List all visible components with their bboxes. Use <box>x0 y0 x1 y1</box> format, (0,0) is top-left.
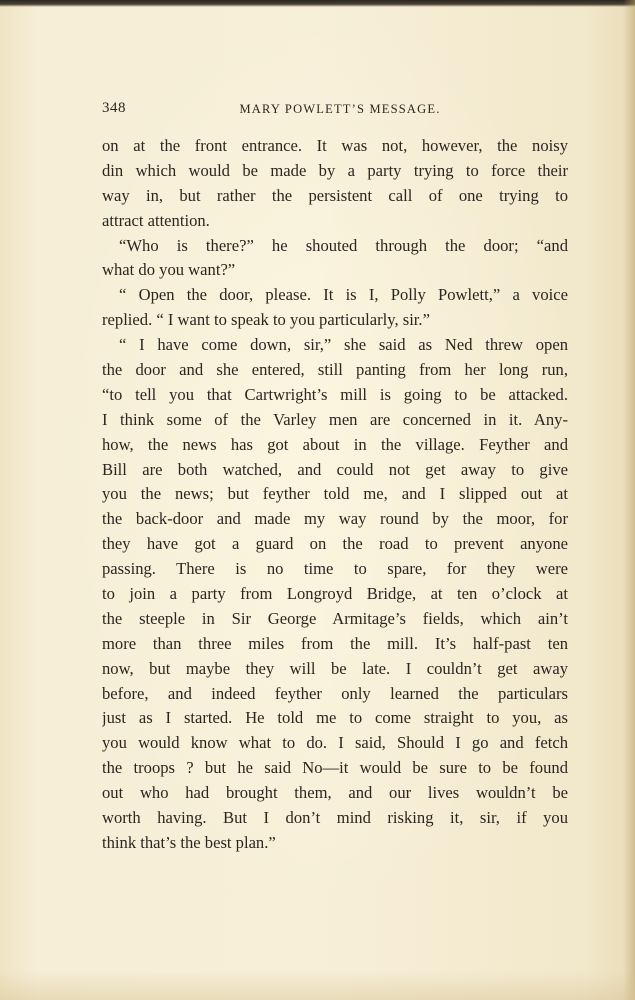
text-line: passing. There is no time to spare, for they were <box>102 559 568 579</box>
text-line: I think some of the Varley men are concerned in it. Any- <box>102 409 568 429</box>
page-top-edge <box>0 0 635 7</box>
text-line: they have got a guard on the road to prevent anyone <box>102 534 568 554</box>
text-line: replied. “ I want to speak to you particularly, sir.” <box>102 310 430 330</box>
text-line: you the news; but feyther told me, and I slipped out at <box>102 484 568 504</box>
running-head <box>102 100 568 122</box>
text-line: how, the news has got about in the village. Feyther and <box>102 434 568 454</box>
text-line: din which would be made by a party trying to force their <box>102 160 568 180</box>
text-line: worth having. But I don’t mind risking it, sir, if you <box>102 808 568 828</box>
text-line: “Who is there?” he shouted through the door; “and <box>119 235 568 255</box>
text-line: out who had brought them, and our lives wouldn’t be <box>102 783 568 803</box>
text-line: the troops ? but he said No—it would be sure to be found <box>102 758 568 778</box>
text-line: way in, but rather the persistent call of one trying to <box>102 185 568 205</box>
text-line: Bill are both watched, and could not get away to give <box>102 459 568 479</box>
text-line: the back-door and made my way round by the moor, for <box>102 509 568 529</box>
text-line: on at the front entrance. It was not, however, the noisy <box>102 136 568 155</box>
page-right-edge <box>623 0 635 1000</box>
text-line: what do you want?” <box>102 260 236 280</box>
text-line: the door and she entered, still panting from her long run, <box>102 360 568 380</box>
running-title: MARY POWLETT’S MESSAGE. <box>239 102 441 116</box>
body-text <box>102 134 568 856</box>
text-line: attract attention. <box>102 210 210 230</box>
text-line: just as I started. He told me to come straight to you, as <box>102 708 568 728</box>
text-line: the steeple in Sir George Armitage’s fields, which ain’t <box>102 608 568 628</box>
text-line: you would know what to do. I said, Should I go and fetch <box>102 733 568 753</box>
page-bottom-shadow <box>0 970 635 1000</box>
text-line: now, but maybe they will be late. I couldn’t get away <box>102 658 568 678</box>
text-line: “to tell you that Cartwright’s mill is going to be attacked. <box>102 384 568 404</box>
text-line: more than three miles from the mill. It’s half-past ten <box>102 633 568 653</box>
text-line: think that’s the best plan.” <box>102 832 276 852</box>
page-number: 348 <box>102 100 126 116</box>
text-line: to join a party from Longroyd Bridge, at ten o’clock at <box>102 584 568 604</box>
text-line: “ Open the door, please. It is I, Polly Powlett,” a voice <box>119 285 568 305</box>
text-line: before, and indeed feyther only learned the particulars <box>102 683 568 703</box>
text-line: “ I have come down, sir,” she said as Ned threw open <box>119 335 568 355</box>
